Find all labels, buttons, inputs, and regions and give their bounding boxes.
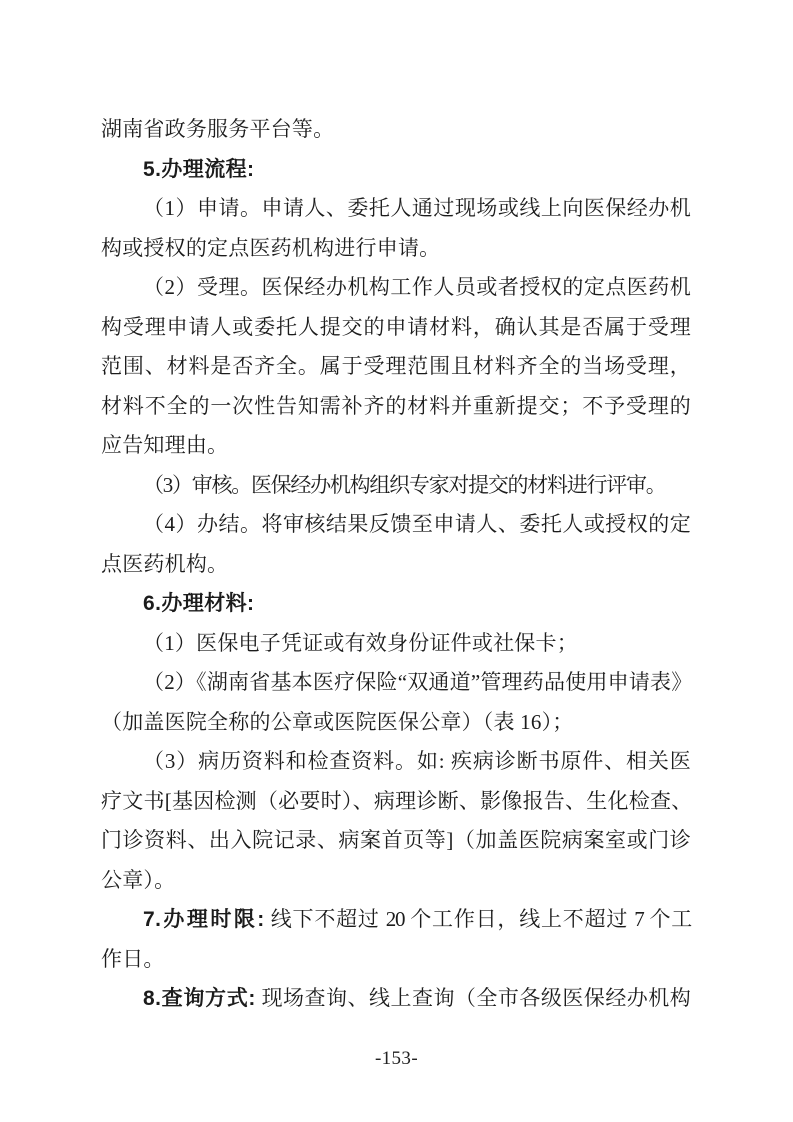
text-segment: （4）办结。将审核结果反馈至申请人、委托人或授权的定 <box>143 512 691 536</box>
text-line <box>101 742 691 782</box>
text-segment: 线下不超过 20 个工作日，线上不超过 7 个工 <box>264 907 691 931</box>
text-segment: 点医药机构。 <box>101 551 229 576</box>
text-line <box>101 347 691 387</box>
text-segment: 疗文书[基因检测（必要时）、病理诊断、影像报告、生化检查、 <box>101 788 691 813</box>
document-text-body <box>101 110 691 1019</box>
bold-text-segment: 6.办理材料: <box>143 592 255 615</box>
text-segment: （3）审核。医保经办机构组织专家对提交的材料进行评审。 <box>143 472 666 497</box>
text-segment: 湖南省政务服务平台等。 <box>101 117 335 141</box>
text-line <box>101 663 691 703</box>
text-segment: （2）受理。医保经办机构工作人员或者授权的定点医药机 <box>143 275 691 299</box>
text-segment: 构或授权的定点医药机构进行申请。 <box>101 235 441 260</box>
text-segment: 门诊资料、出入院记录、病案首页等]（加盖医院病案室或门诊 <box>101 828 691 852</box>
text-segment: 作日。 <box>101 946 165 971</box>
text-segment: 构受理申请人或委托人提交的申请材料，确认其是否属于受理 <box>101 314 691 339</box>
text-line <box>101 703 691 743</box>
text-segment: （1）医保电子凭证或有效身份证件或社保卡； <box>143 630 578 655</box>
text-line <box>101 268 691 308</box>
page-number: -153- <box>374 1048 419 1069</box>
page-footer <box>0 1048 793 1070</box>
text-segment: 范围、材料是否齐全。属于受理范围且材料齐全的当场受理， <box>101 354 691 378</box>
section-heading-line <box>101 150 691 190</box>
text-line <box>101 545 691 585</box>
text-line <box>101 900 691 940</box>
text-segment: （1）申请。申请人、委托人通过现场或线上向医保经办机 <box>143 196 691 220</box>
text-line <box>101 979 691 1019</box>
text-line <box>101 387 691 427</box>
bold-text-segment: 7.办理时限: <box>143 908 265 931</box>
text-line <box>101 466 691 506</box>
text-line <box>101 624 691 664</box>
text-line <box>101 782 691 822</box>
text-line <box>101 821 691 861</box>
text-segment: （3）病历资料和检查资料。如: 疾病诊断书原件、相关医 <box>143 749 691 773</box>
text-segment: （加盖医院全称的公章或医院医保公章）（表 16）； <box>101 709 574 734</box>
text-segment: 现场查询、线上查询（全市各级医保经办机构 <box>255 986 691 1010</box>
text-line <box>101 505 691 545</box>
text-line <box>101 110 691 150</box>
section-heading-line <box>101 584 691 624</box>
text-segment: 材料不全的一次性告知需补齐的材料并重新提交；不予受理的 <box>101 393 691 418</box>
text-segment: 应告知理由。 <box>101 433 229 457</box>
text-line <box>101 861 691 901</box>
text-segment: （2）《湖南省基本医疗保险“双通道”管理药品使用申请表》 <box>143 670 691 694</box>
text-segment: 公章）。 <box>101 867 176 892</box>
bold-text-segment: 8.查询方式: <box>143 987 256 1010</box>
text-line <box>101 940 691 980</box>
bold-text-segment: 5.办理流程: <box>143 157 255 181</box>
text-line <box>101 308 691 348</box>
text-line <box>101 229 691 269</box>
text-line <box>101 189 691 229</box>
text-line <box>101 426 691 466</box>
